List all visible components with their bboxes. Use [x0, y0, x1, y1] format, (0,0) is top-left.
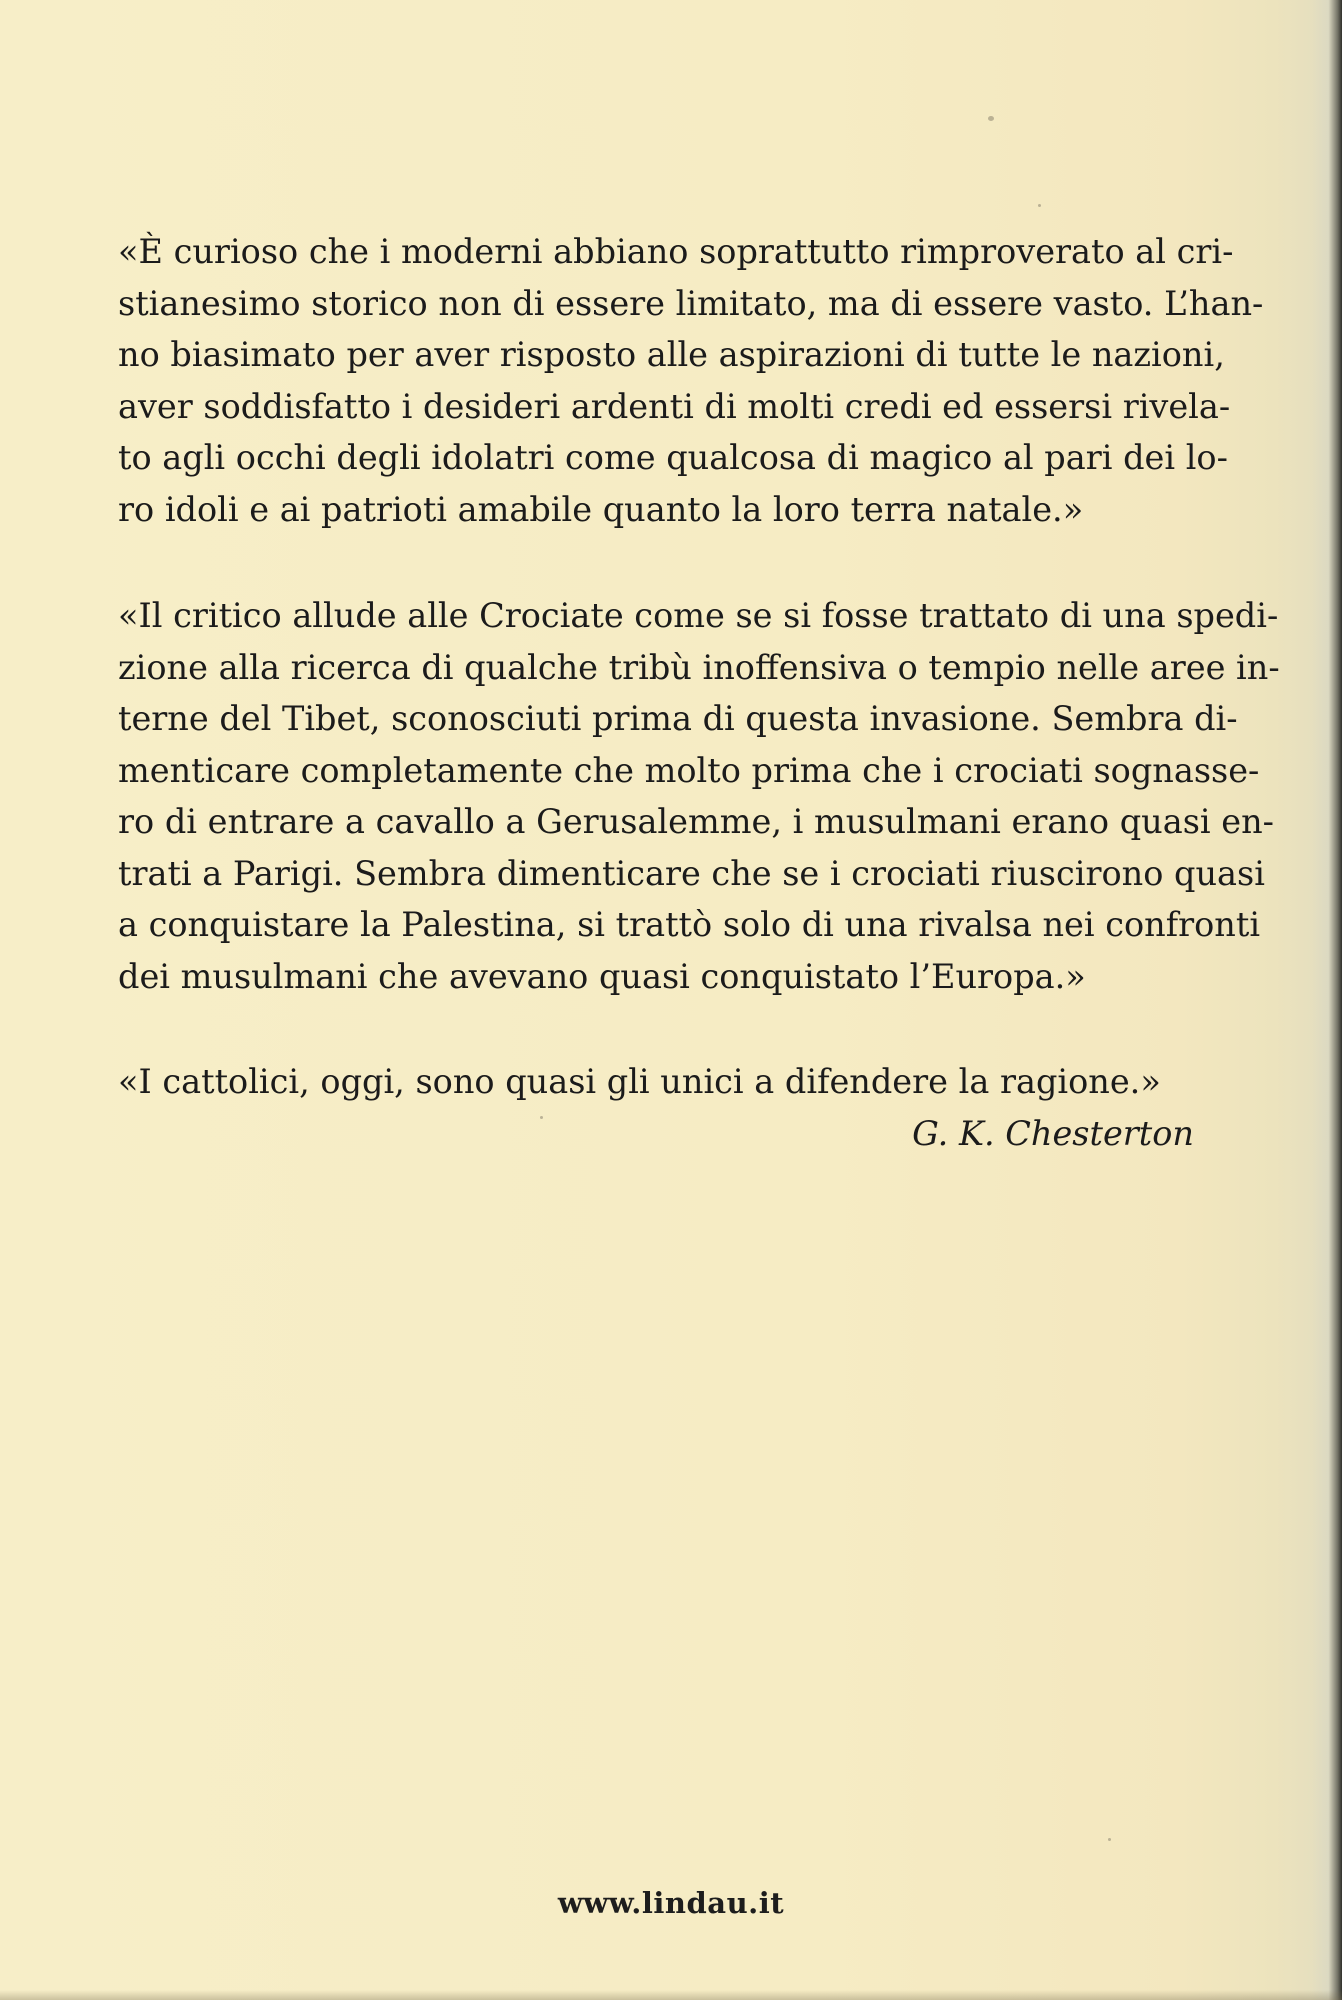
paragraph-gap	[118, 1002, 1200, 1056]
quote-attribution: G. K. Chesterton	[912, 1113, 1194, 1153]
quote-block	[118, 226, 1280, 1159]
quote-paragraph-2	[118, 590, 1280, 1002]
paper-speck	[988, 116, 994, 121]
text-line: a conquistare la Palestina, si trattò solo di una rivalsa nei confronti	[118, 905, 1261, 944]
text-line: «Il critico allude alle Crociate come se si fosse trattato di una spedi-	[118, 596, 1279, 635]
text-line: no biasimato per aver risposto alle aspirazioni di tutte le nazioni,	[118, 335, 1225, 374]
text-line: terne del Tibet, sconosciuti prima di questa invasione. Sembra di-	[118, 699, 1238, 738]
text-line: «È curioso che i moderni abbiano soprattutto rimproverato al cri-	[118, 232, 1234, 271]
paper-speck	[540, 1116, 543, 1119]
publisher-website: www.lindau.it	[557, 1886, 785, 1920]
text-line: to agli occhi degli idolatri come qualcosa di magico al pari dei lo-	[118, 438, 1228, 477]
spine-edge-shadow	[1312, 0, 1342, 2000]
text-line: menticare completamente che molto prima che i crociati sognasse-	[118, 750, 1260, 790]
text-line: dei musulmani che avevano quasi conquistato l’Europa.»	[118, 956, 1086, 996]
text-line: aver soddisfatto i desideri ardenti di molti credi ed essersi rivela-	[118, 386, 1231, 426]
text-line: stianesimo storico non di essere limitato, ma di essere vasto. L’han-	[118, 283, 1264, 323]
paragraph-gap	[118, 535, 1200, 590]
text-line: ro idoli e ai patrioti amabile quanto la loro terra natale.»	[118, 489, 1084, 529]
bottom-edge-shadow	[0, 1990, 1342, 2000]
quote-paragraph-1	[118, 226, 1264, 535]
paper-speck	[1038, 204, 1041, 207]
text-line: trati a Parigi. Sembra dimenticare che se i crociati riuscirono quasi	[118, 853, 1265, 893]
paper-speck	[1108, 1838, 1111, 1841]
quote-paragraph-3	[118, 1056, 1200, 1108]
text-line: zione alla ricerca di qualche tribù inoffensiva o tempio nelle aree in-	[118, 647, 1280, 687]
text-line: ro di entrare a cavallo a Gerusalemme, i musulmani erano quasi en-	[118, 802, 1274, 841]
text-line: «I cattolici, oggi, sono quasi gli unici a difendere la ragione.»	[118, 1062, 1161, 1101]
